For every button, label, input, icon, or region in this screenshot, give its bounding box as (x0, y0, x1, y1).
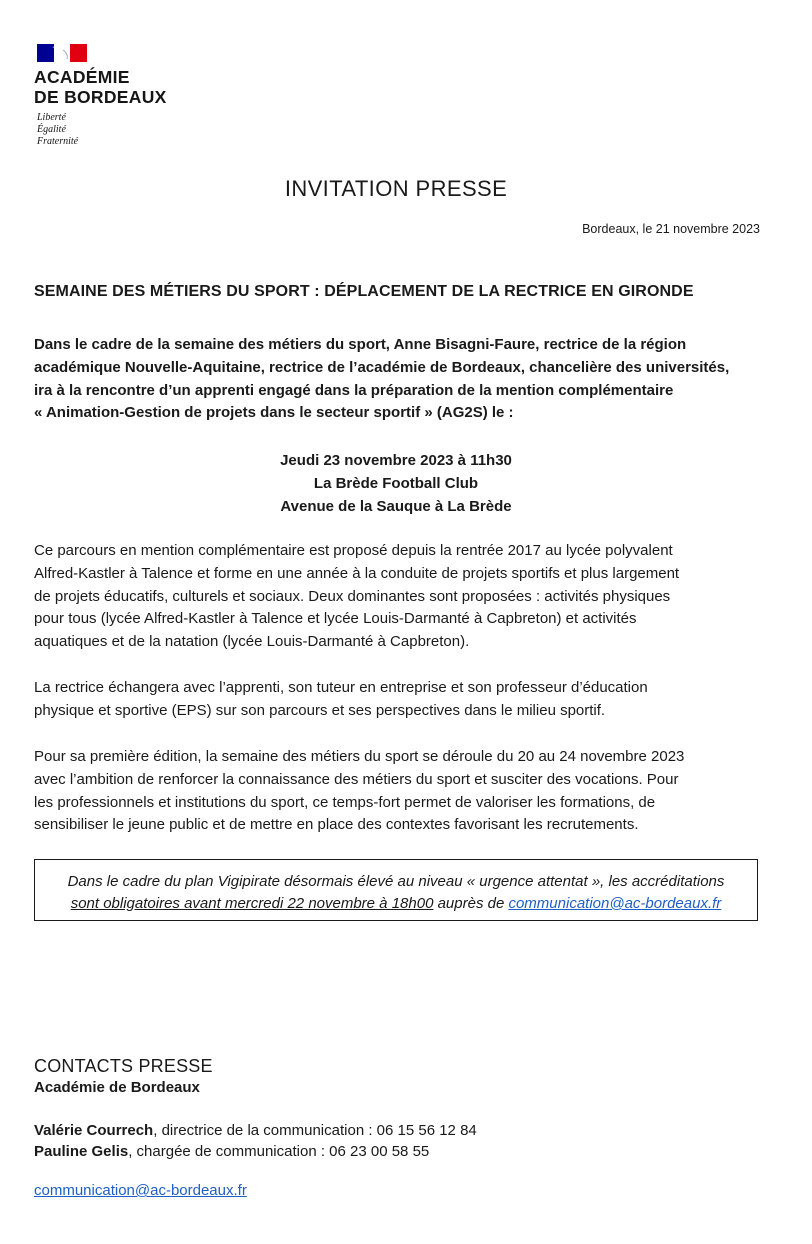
paragraph-line: pour tous (lycée Alfred-Kastler à Talence et lycée Louis-Darmanté à Capbreton) et activités (34, 610, 637, 628)
paragraph-line: aquatiques et de la natation (lycée Louis-Darmanté à Capbreton). (34, 633, 470, 651)
logo-line-2: DE BORDEAUX (34, 87, 167, 107)
academy-logo-text (34, 67, 167, 107)
headline: SEMAINE DES MÉTIERS DU SPORT : DÉPLACEMENT DE LA RECTRICE EN GIRONDE (34, 283, 694, 300)
paragraph-line: La rectrice échangera avec l’apprenti, son tuteur en entreprise et son professeur d’éducation (34, 679, 648, 696)
contact-name: Pauline Gelis (34, 1143, 129, 1160)
program-paragraph (34, 540, 764, 654)
logo-line-1: ACADÉMIE (34, 67, 130, 87)
edition-paragraph (34, 746, 764, 837)
accreditation-notice (34, 859, 758, 921)
notice-line-2 (35, 893, 757, 915)
paragraph-line: de projets éducatifs, culturels et sociaux. Deux dominantes sont proposées : activités physiques (34, 587, 671, 605)
paragraph-line: sensibiliser le jeune public et de mettre en place des contextes favorisant les recrutements. (34, 816, 639, 834)
republic-motto (37, 112, 78, 148)
contact-role: , directrice de la communication : 06 15 56 12 84 (153, 1122, 477, 1139)
contact-row (34, 1122, 477, 1139)
motto-liberte: Liberté (37, 112, 66, 123)
event-address: Avenue de la Sauque à La Brède (280, 498, 512, 515)
event-details (0, 449, 792, 518)
paragraph-line: avec l’ambition de renforcer la connaissance des métiers du sport et susciter des vocations. Pour (34, 770, 679, 788)
intro-line: ira à la rencontre d’un apprenti engagé dans la préparation de la mention complémentaire (34, 381, 674, 399)
marianne-logo-icon (37, 44, 87, 62)
paragraph-line: Pour sa première édition, la semaine des métiers du sport se déroule du 20 au 24 novembre 2023 (34, 748, 685, 765)
notice-middle: auprès de (433, 895, 509, 912)
contacts-organization: Académie de Bordeaux (34, 1079, 200, 1096)
dateline: Bordeaux, le 21 novembre 2023 (582, 222, 760, 236)
paragraph-line: Alfred-Kastler à Talence et forme en une année à la conduite de projets sportifs et plus largement (34, 564, 680, 582)
page-title: INVITATION PRESSE (284, 176, 508, 201)
contacts-title: CONTACTS PRESSE (34, 1056, 213, 1076)
intro-line: académique Nouvelle-Aquitaine, rectrice de l’académie de Bordeaux, chancelière des universités, (34, 358, 730, 376)
motto-egalite: Égalité (37, 124, 66, 135)
notice-deadline: sont obligatoires avant mercredi 22 novembre à 18h00 (70, 895, 434, 912)
footer-email-link[interactable]: communication@ac-bordeaux.fr (34, 1182, 247, 1199)
exchange-paragraph (34, 677, 764, 723)
intro-paragraph (34, 334, 764, 425)
motto-fraternite: Fraternité (37, 136, 79, 147)
intro-line: « Animation-Gestion de projets dans le secteur sportif » (AG2S) le : (34, 404, 514, 422)
intro-line: Dans le cadre de la semaine des métiers du sport, Anne Bisagni-Faure, rectrice de la région (34, 336, 687, 353)
paragraph-line: physique et sportive (EPS) sur son parcours et ses perspectives dans le milieu sportif. (34, 701, 606, 719)
event-place: La Brède Football Club (313, 475, 479, 492)
notice-email-link[interactable]: communication@ac-bordeaux.fr (508, 895, 722, 912)
contact-row (34, 1143, 429, 1160)
contact-role: , chargée de communication : 06 23 00 58 55 (128, 1143, 430, 1160)
event-date: Jeudi 23 novembre 2023 à 11h30 (280, 452, 512, 469)
paragraph-line: les professionnels et institutions du sport, ce temps-fort permet de valoriser les formations, de (34, 793, 656, 811)
contact-name: Valérie Courrech (34, 1122, 154, 1139)
paragraph-line: Ce parcours en mention complémentaire est proposé depuis la rentrée 2017 au lycée polyvalent (34, 542, 673, 559)
notice-line-1: Dans le cadre du plan Vigipirate désormais élevé au niveau « urgence attentat », les accréditations (67, 873, 725, 890)
